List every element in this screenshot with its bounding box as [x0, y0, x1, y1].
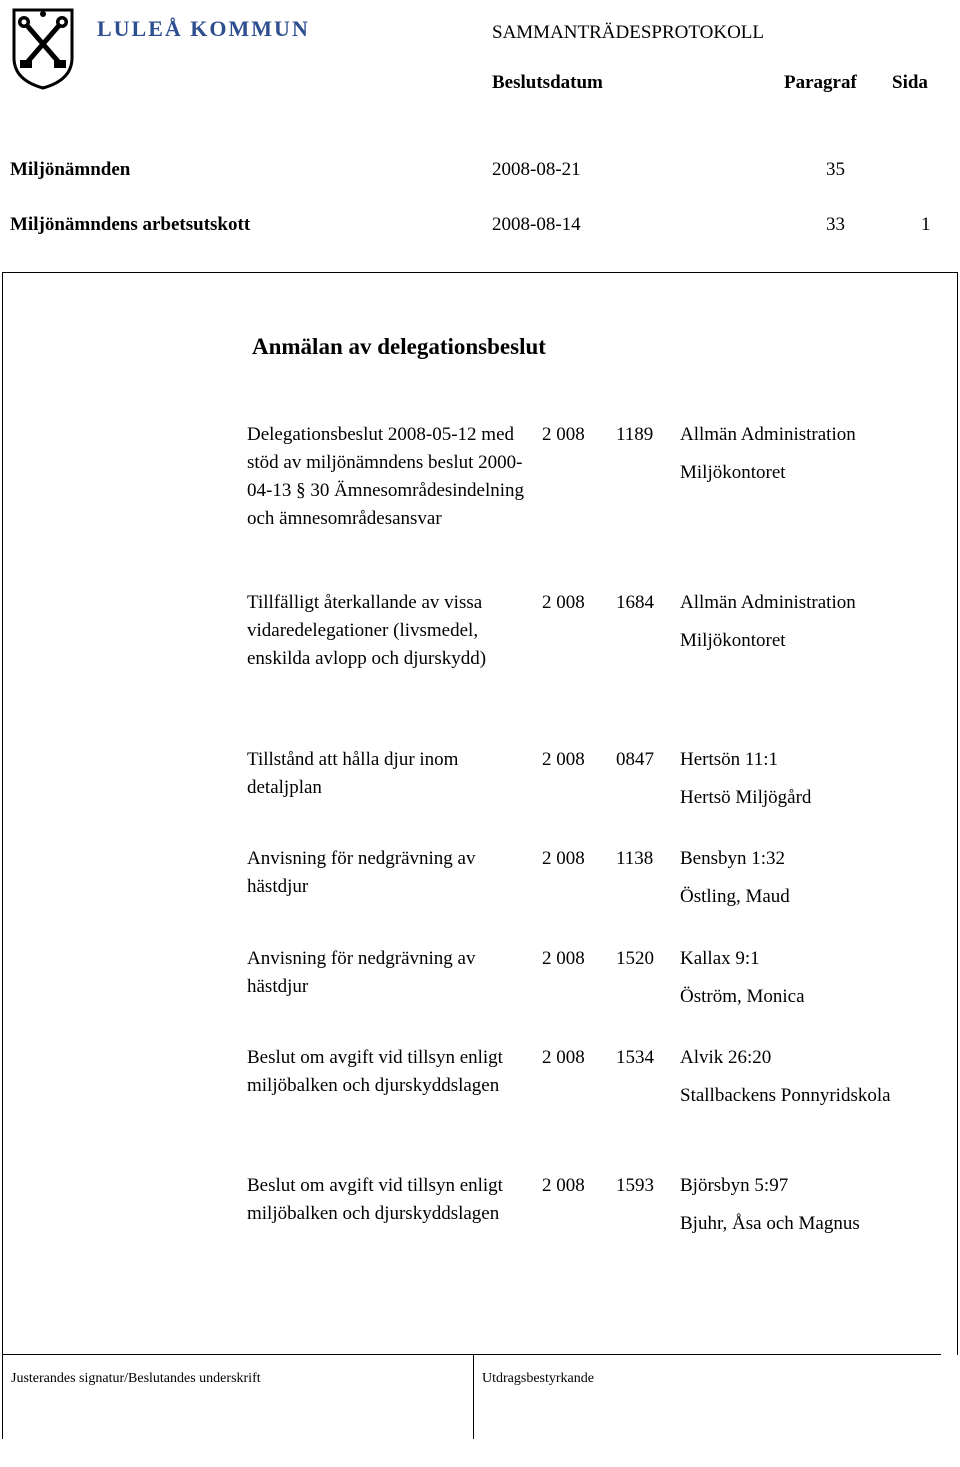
item-party: Miljökontoret: [680, 630, 786, 651]
item-party: Östling, Maud: [680, 886, 790, 907]
item-description: Beslut om avgift vid tillsyn enligt miljöbalken och djurskyddslagen: [247, 1047, 503, 1096]
meeting-date: 2008-08-21: [492, 159, 581, 180]
item-number: 0847: [616, 749, 654, 770]
item-description: Delegationsbeslut 2008-05-12 med stöd av miljönämndens beslut 2000-04-13 § 30 Ämnesområdesindelning och ämnesområdesansvar: [247, 424, 525, 529]
meeting-date: 2008-08-14: [492, 214, 581, 235]
header-page-label: Sida: [892, 72, 928, 93]
item-number: 1534: [616, 1047, 654, 1068]
header-date-label: Beslutsdatum: [492, 72, 603, 93]
item-party: Stallbackens Ponnyridskola: [680, 1085, 891, 1106]
signature-footer: [2, 1354, 941, 1439]
certification-label: Utdragsbestyrkande: [482, 1371, 594, 1386]
coat-of-arms-logo: [10, 6, 76, 90]
item-year: 2 008: [542, 592, 585, 613]
item-party: Hertsö Miljögård: [680, 787, 812, 808]
organization-name: LULEÅ KOMMUN: [97, 16, 310, 41]
item-number: 1593: [616, 1175, 654, 1196]
item-description: Anvisning för nedgrävning av hästdjur: [247, 948, 476, 997]
document-type: SAMMANTRÄDESPROTOKOLL: [492, 22, 765, 43]
item-number: 1138: [616, 848, 654, 869]
item-number: 1520: [616, 948, 654, 969]
item-party: Öström, Monica: [680, 986, 805, 1007]
item-number: 1684: [616, 592, 654, 613]
page-number: 1: [921, 214, 931, 235]
item-property: Allmän Administration: [680, 592, 856, 613]
item-property: Allmän Administration: [680, 424, 856, 445]
meeting-body: Miljönämnden: [10, 159, 131, 180]
item-year: 2 008: [542, 948, 585, 969]
item-year: 2 008: [542, 848, 585, 869]
item-property: Bensbyn 1:32: [680, 848, 786, 869]
signature-label: Justerandes signatur/Beslutandes underskrift: [11, 1371, 261, 1386]
item-party: Bjuhr, Åsa och Magnus: [680, 1213, 860, 1234]
item-description: Tillstånd att hålla djur inom detaljplan: [247, 749, 459, 798]
meeting-body: Miljönämndens arbetsutskott: [10, 214, 251, 235]
item-number: 1189: [616, 424, 654, 445]
item-year: 2 008: [542, 1047, 585, 1068]
item-year: 2 008: [542, 424, 585, 445]
footer-divider: [473, 1355, 474, 1439]
meeting-paragraph: 33: [826, 214, 845, 235]
item-description: Anvisning för nedgrävning av hästdjur: [247, 848, 476, 897]
item-party: Miljökontoret: [680, 462, 786, 483]
item-property: Björsbyn 5:97: [680, 1175, 789, 1196]
item-property: Kallax 9:1: [680, 948, 760, 969]
item-property: Hertsön 11:1: [680, 749, 778, 770]
item-description: Beslut om avgift vid tillsyn enligt miljöbalken och djurskyddslagen: [247, 1175, 503, 1224]
header-paragraph-label: Paragraf: [784, 72, 857, 93]
section-title: Anmälan av delegationsbeslut: [252, 334, 546, 359]
item-property: Alvik 26:20: [680, 1047, 772, 1068]
item-year: 2 008: [542, 749, 585, 770]
item-year: 2 008: [542, 1175, 585, 1196]
meeting-paragraph: 35: [826, 159, 845, 180]
item-description: Tillfälligt återkallande av vissa vidaredelegationer (livsmedel, enskilda avlopp och djurskydd): [247, 592, 487, 669]
